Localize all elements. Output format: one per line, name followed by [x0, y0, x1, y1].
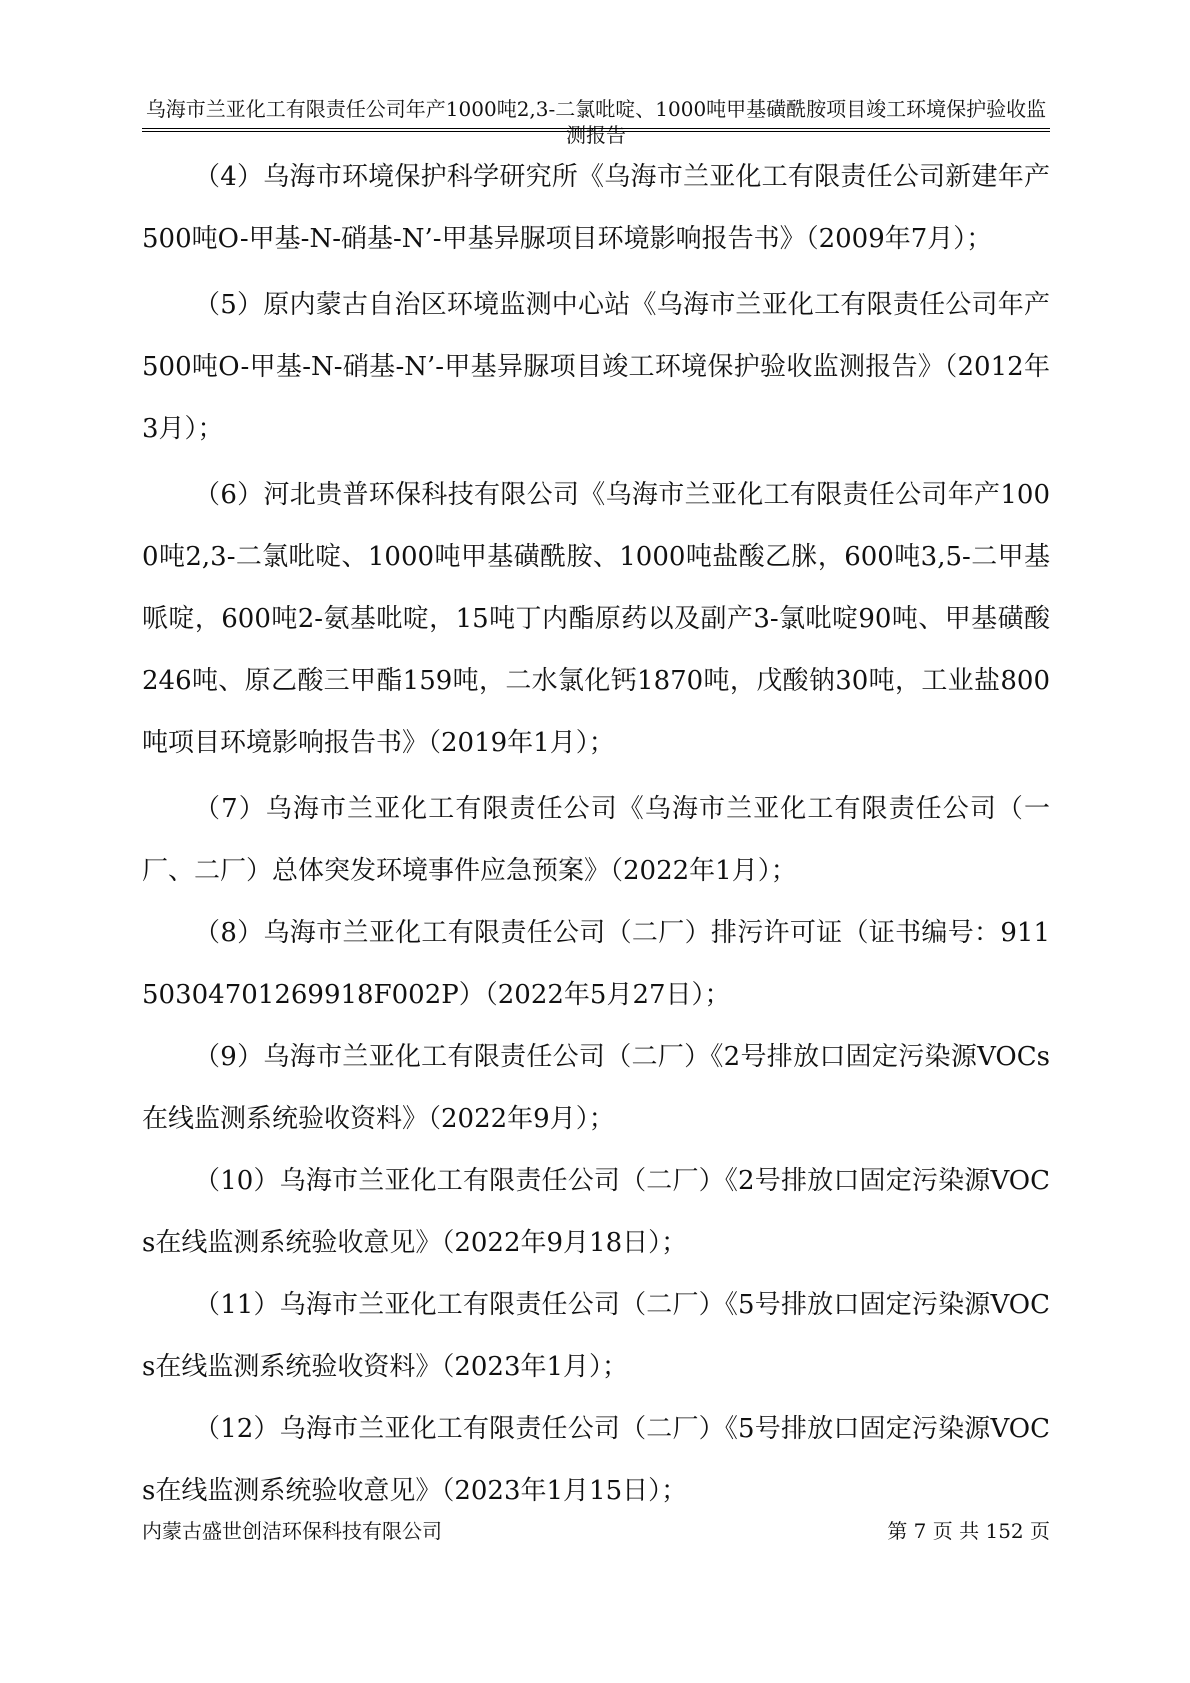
- header-title: 乌海市兰亚化工有限责任公司年产1000吨2,3-二氯吡啶、1000吨甲基磺酰胺项目竣工环境保护验收监测报告: [145, 97, 1047, 147]
- header-divider-thin: [142, 131, 1050, 132]
- reference-item-6: （6）河北贵普环保科技有限公司《乌海市兰亚化工有限责任公司年产1000吨2,3-二氯吡啶、1000吨甲基磺酰胺、1000吨盐酸乙脒，600吨3,5-二甲基哌啶，600吨2-氨基吡啶，15吨丁内酯原药以及副产3-氯吡啶90吨、甲基磺酸246吨、原乙酸三甲酯159吨，二水氯化钙1870吨，戊酸钠30吨，工业盐800吨项目环境影响报告书》（2019年1月）；: [142, 480, 1050, 758]
- footer-company: 内蒙古盛世创洁环保科技有限公司: [142, 1519, 442, 1543]
- header-divider: [142, 128, 1050, 129]
- reference-item-12: （12）乌海市兰亚化工有限责任公司（二厂）《5号排放口固定污染源VOCs在线监测系统验收意见》（2023年1月15日）；: [142, 1414, 1050, 1506]
- reference-item-10: （10）乌海市兰亚化工有限责任公司（二厂）《2号排放口固定污染源VOCs在线监测系统验收意见》（2022年9月18日）；: [142, 1166, 1050, 1258]
- reference-item-5: （5）原内蒙古自治区环境监测中心站《乌海市兰亚化工有限责任公司年产500吨O-甲基-N-硝基-N’-甲基异脲项目竣工环境保护验收监测报告》（2012年3月）；: [142, 290, 1050, 444]
- reference-item-7: （7）乌海市兰亚化工有限责任公司《乌海市兰亚化工有限责任公司（一厂、二厂）总体突发环境事件应急预案》（2022年1月）；: [142, 794, 1050, 886]
- page-footer: [142, 1518, 1050, 1544]
- page-header: [142, 96, 1050, 148]
- reference-item-8: （8）乌海市兰亚化工有限责任公司（二厂）排污许可证（证书编号：91150304701269918F002P）（2022年5月27日）；: [142, 918, 1050, 1010]
- reference-item-9: （9）乌海市兰亚化工有限责任公司（二厂）《2号排放口固定污染源VOCs在线监测系统验收资料》（2022年9月）；: [142, 1042, 1050, 1134]
- page-number: 第 7 页 共 152 页: [887, 1519, 1050, 1543]
- reference-item-11: （11）乌海市兰亚化工有限责任公司（二厂）《5号排放口固定污染源VOCs在线监测系统验收资料》（2023年1月）；: [142, 1290, 1050, 1382]
- document-body: [142, 146, 1050, 1522]
- reference-item-4: （4）乌海市环境保护科学研究所《乌海市兰亚化工有限责任公司新建年产500吨O-甲基-N-硝基-N’-甲基异脲项目环境影响报告书》（2009年7月）；: [142, 162, 1050, 254]
